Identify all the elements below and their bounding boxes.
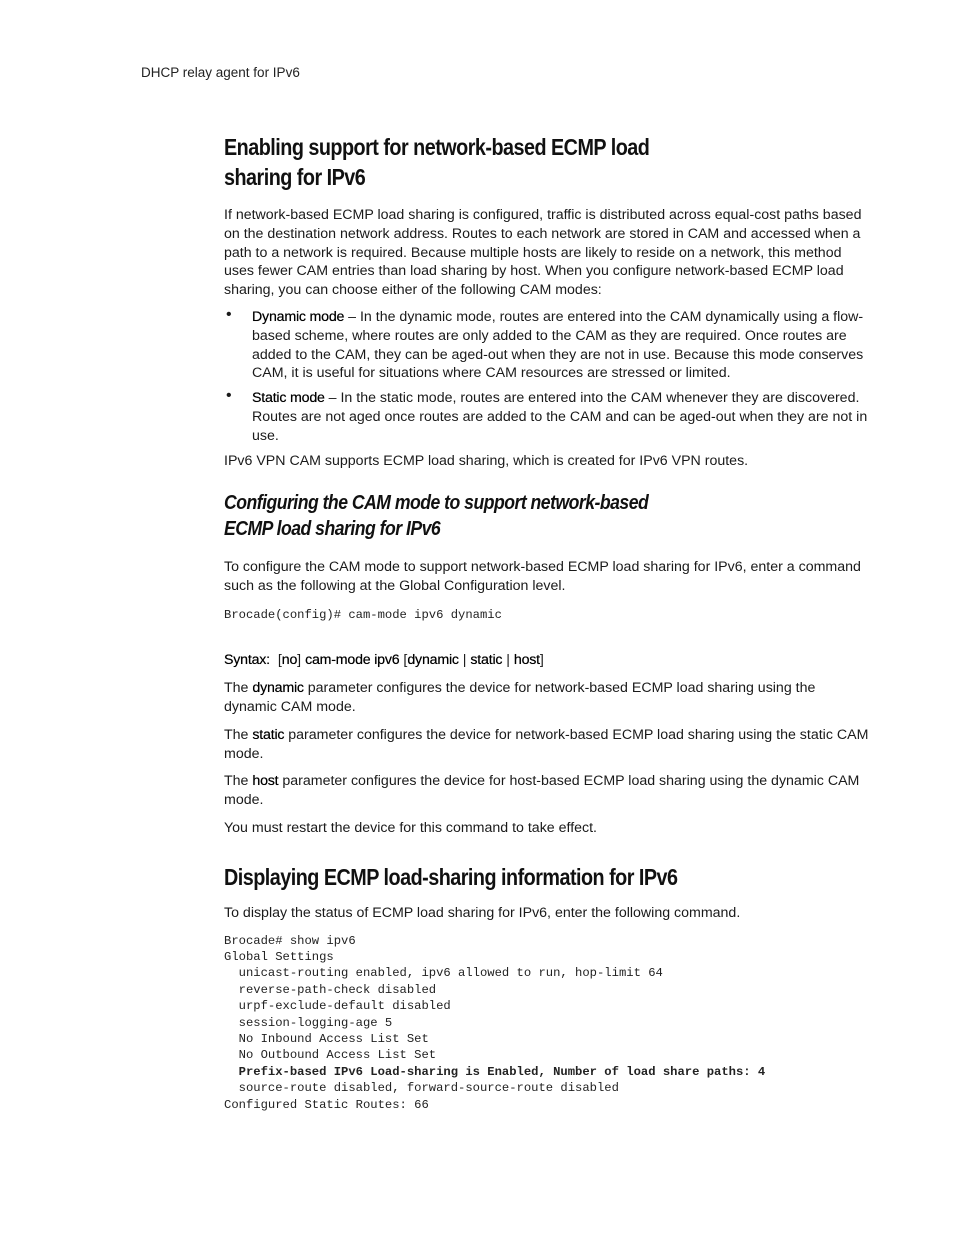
cam-mode-list (224, 305, 872, 446)
code-line: Global Settings (224, 949, 334, 964)
bullet-icon: • (226, 305, 232, 323)
code-line: Configured Static Routes: 66 (224, 1097, 429, 1112)
term-static-mode: Static mode (252, 390, 325, 407)
page-content (224, 132, 872, 1113)
bullet-icon: • (226, 387, 232, 405)
list-item-static-mode (224, 389, 872, 445)
param-description: parameter configures the device for host-based ECMP load sharing using the dynamic CAM mode. (224, 773, 860, 809)
section3-intro: To display the status of ECMP load sharing for IPv6, enter the following command. (224, 904, 741, 921)
section-title-line2: sharing for IPv6 (224, 164, 366, 190)
syntax-line (224, 651, 872, 670)
syntax-bracket: ] (297, 652, 302, 669)
syntax-command: cam-mode ipv6 (305, 652, 400, 669)
code-cam-mode: Brocade(config)# cam-mode ipv6 dynamic (224, 607, 502, 622)
list-item-dynamic-mode (224, 305, 872, 383)
syntax-no: no (281, 652, 298, 669)
param-prefix: The (224, 773, 253, 790)
section-title-displaying-ecmp: Displaying ECMP load-sharing information for IPv6 (224, 863, 678, 890)
param-description: parameter configures the device for network-based ECMP load sharing using the dynamic CAM mode. (224, 680, 816, 715)
section-title-line1: Enabling support for network-based ECMP load (224, 134, 650, 160)
restart-note: You must restart the device for this command to take effect. (224, 819, 598, 836)
section1-outro: IPv6 VPN CAM supports ECMP load sharing, which is created for IPv6 VPN routes. (224, 452, 749, 469)
param-host (224, 772, 872, 810)
section1-intro: If network-based ECMP load sharing is configured, traffic is distributed across equal-cost paths based on the destination network address. Routes to each network are stored in CAM and accessed when a path to a network is required. Because multiple hosts are likely to reside on a network, this method uses fewer CAM entries than load sharing by host. When you configure network-based ECMP load sharing, you can choose either of the following CAM modes: (224, 207, 862, 299)
code-line: reverse-path-check disabled (224, 982, 437, 997)
code-line: urpf-exclude-default disabled (224, 999, 451, 1014)
subsection-title-cam-mode (224, 490, 781, 542)
syntax-label: Syntax: (224, 652, 270, 669)
code-show-ipv6 (224, 933, 872, 1113)
desc-static-mode: – In the static mode, routes are entered into the CAM whenever they are discovered. Routes are not aged once routes are added to the CAM and can be aged-out when they are not in use. (252, 390, 868, 444)
section-title-ecmp-support (224, 132, 781, 192)
syntax-bracket: [ (277, 652, 282, 669)
code-line: Brocade# show ipv6 (224, 933, 356, 948)
syntax-static: static (470, 652, 503, 669)
code-line: source-route disabled, forward-source-route disabled (224, 1081, 619, 1096)
code-line: unicast-routing enabled, ipv6 allowed to run, hop-limit 64 (224, 966, 663, 981)
code-line: session-logging-age 5 (224, 1015, 393, 1030)
param-keyword-dynamic: dynamic (252, 680, 304, 697)
syntax-dynamic: dynamic (407, 652, 459, 669)
running-header: DHCP relay agent for IPv6 (141, 65, 300, 80)
param-prefix: The (224, 680, 253, 697)
code-line-highlighted: Prefix-based IPv6 Load-sharing is Enabled, Number of load share paths: 4 (224, 1064, 766, 1079)
param-keyword-static: static (252, 726, 285, 743)
code-line: No Inbound Access List Set (224, 1031, 429, 1046)
syntax-host: host (513, 652, 540, 669)
param-dynamic (224, 679, 872, 717)
syntax-bracket: ] (539, 652, 544, 669)
syntax-separator: | (502, 652, 514, 669)
desc-dynamic-mode: – In the dynamic mode, routes are entered into the CAM dynamically using a flow-based scheme, where routes are only added to the CAM as they are required. Once routes are added to the CAM, they can be aged-out when they are not in use. Because this mode conserves CAM, it is useful for situations where CAM resources are stressed or limited. (252, 308, 864, 382)
syntax-separator: | (458, 652, 471, 669)
param-prefix: The (224, 726, 253, 743)
subsection-title-line1: Configuring the CAM mode to support network-based (224, 491, 649, 515)
syntax-bracket: [ (403, 652, 408, 669)
param-description: parameter configures the device for network-based ECMP load sharing using the static CAM mode. (224, 726, 869, 762)
code-line: No Outbound Access List Set (224, 1048, 437, 1063)
subsection-title-line2: ECMP load sharing for IPv6 (224, 517, 441, 541)
param-static (224, 726, 872, 764)
param-keyword-host: host (252, 773, 279, 790)
section2-intro: To configure the CAM mode to support network-based ECMP load sharing for IPv6, enter a command such as the following at the Global Configuration level. (224, 559, 861, 595)
term-dynamic-mode: Dynamic mode (252, 308, 345, 325)
